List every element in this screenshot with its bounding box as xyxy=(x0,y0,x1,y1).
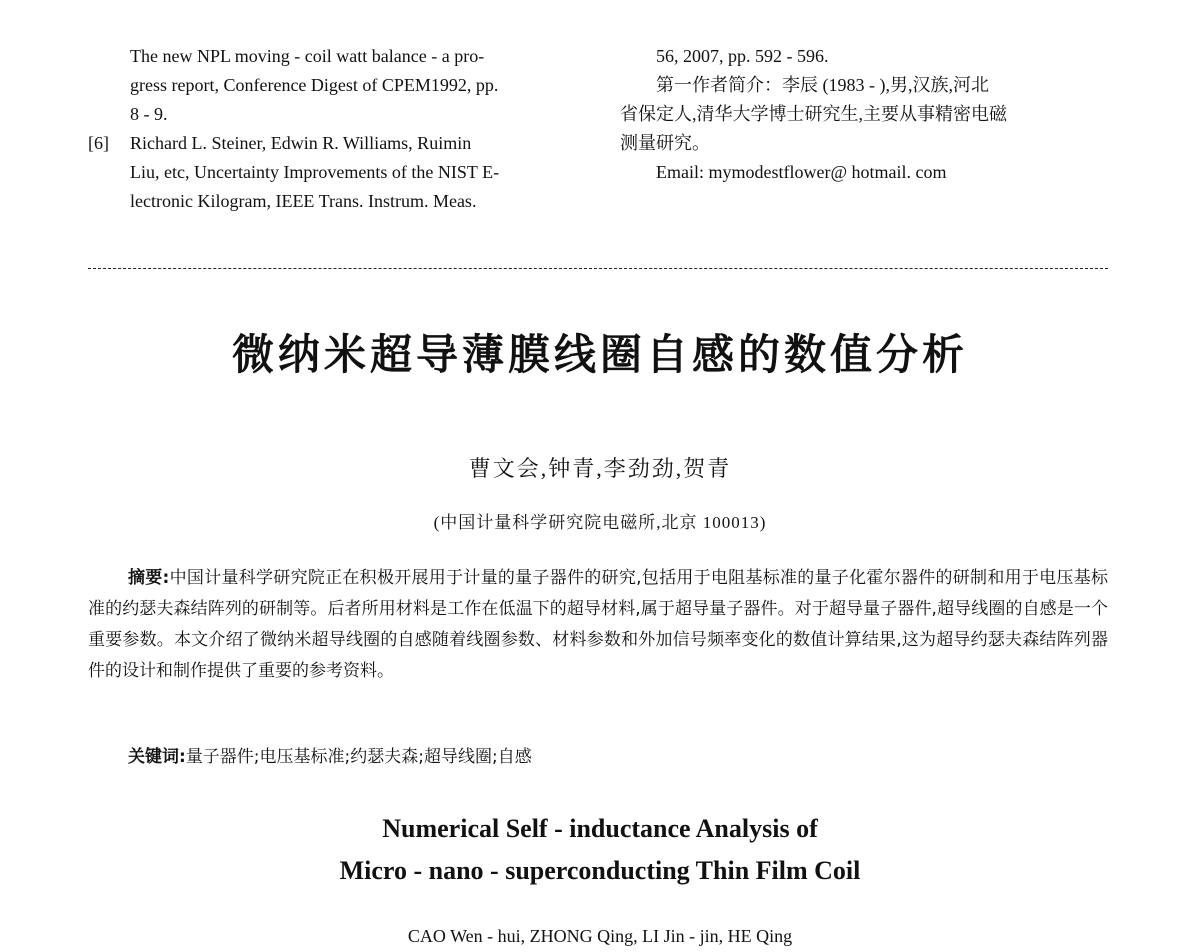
english-author-list: CAO Wen - hui, ZHONG Qing, LI Jin - jin, HE Qing xyxy=(407,926,793,946)
keywords xyxy=(128,742,532,767)
abstract-label: 摘要: xyxy=(128,568,170,588)
section-divider xyxy=(88,268,1108,269)
affiliation: (中国计量科学研究院电磁所,北京 100013) xyxy=(433,513,767,532)
reference-5-continuation xyxy=(88,42,588,129)
paper-title: 微纳米超导薄膜线圈自感的数值分析 xyxy=(231,330,968,379)
reference-number: [6] xyxy=(88,133,109,153)
reference-line: Liu, etc, Uncertainty Improvements of the NIST E- xyxy=(130,162,500,182)
keywords-label: 关键词: xyxy=(128,747,186,767)
reference-line: lectronic Kilogram, IEEE Trans. Instrum. Meas. xyxy=(130,191,477,211)
bio-column xyxy=(620,42,1108,216)
reference-6 xyxy=(88,129,588,216)
reference-line: gress report, Conference Digest of CPEM1992, pp. xyxy=(130,75,499,95)
author-email: Email: mymodestflower@ hotmail. com xyxy=(656,162,947,182)
abstract-text: 中国计量科学研究院正在积极开展用于计量的量子器件的研究,包括用于电阻基标准的量子化霍尔器件的研制和用于电压基标准的约瑟夫森结阵列的研制等。后者所用材料是工作在低温下的超导材料,属于超导量子器件。对于超导量子器件,超导线圈的自感是一个重要参数。本文介绍了微纳米超导线圈的自感随着线圈参数、材料参数和外加信号频率变化的数值计算结果,这为超导约瑟夫森结阵列器件的设计和制作提供了重要的参考资料。 xyxy=(88,568,1108,681)
references-and-bio xyxy=(88,42,1108,216)
reference-line: The new NPL moving - coil watt balance - a pro- xyxy=(130,46,485,66)
english-title-line: Numerical Self - inductance Analysis of xyxy=(382,814,818,843)
bio-line: 省保定人,清华大学博士研究生,主要从事精密电磁 xyxy=(620,104,1007,124)
reference-line: 8 - 9. xyxy=(130,104,168,124)
bio-line: 第一作者简介：李辰 (1983 - ),男,汉族,河北 xyxy=(656,75,989,95)
references-column xyxy=(88,42,588,216)
english-title-line: Micro - nano - superconducting Thin Film Coil xyxy=(339,856,861,885)
reference-6-continuation: 56, 2007, pp. 592 - 596. xyxy=(656,46,829,66)
english-title xyxy=(0,808,1200,892)
reference-line: Richard L. Steiner, Edwin R. Williams, Ruimin xyxy=(130,133,472,153)
abstract xyxy=(88,563,1108,687)
bio-line: 测量研究。 xyxy=(620,133,710,153)
author-list: 曹文会,钟青,李劲劲,贺青 xyxy=(468,456,732,481)
keywords-text: 量子器件;电压基标准;约瑟夫森;超导线圈;自感 xyxy=(185,747,532,767)
